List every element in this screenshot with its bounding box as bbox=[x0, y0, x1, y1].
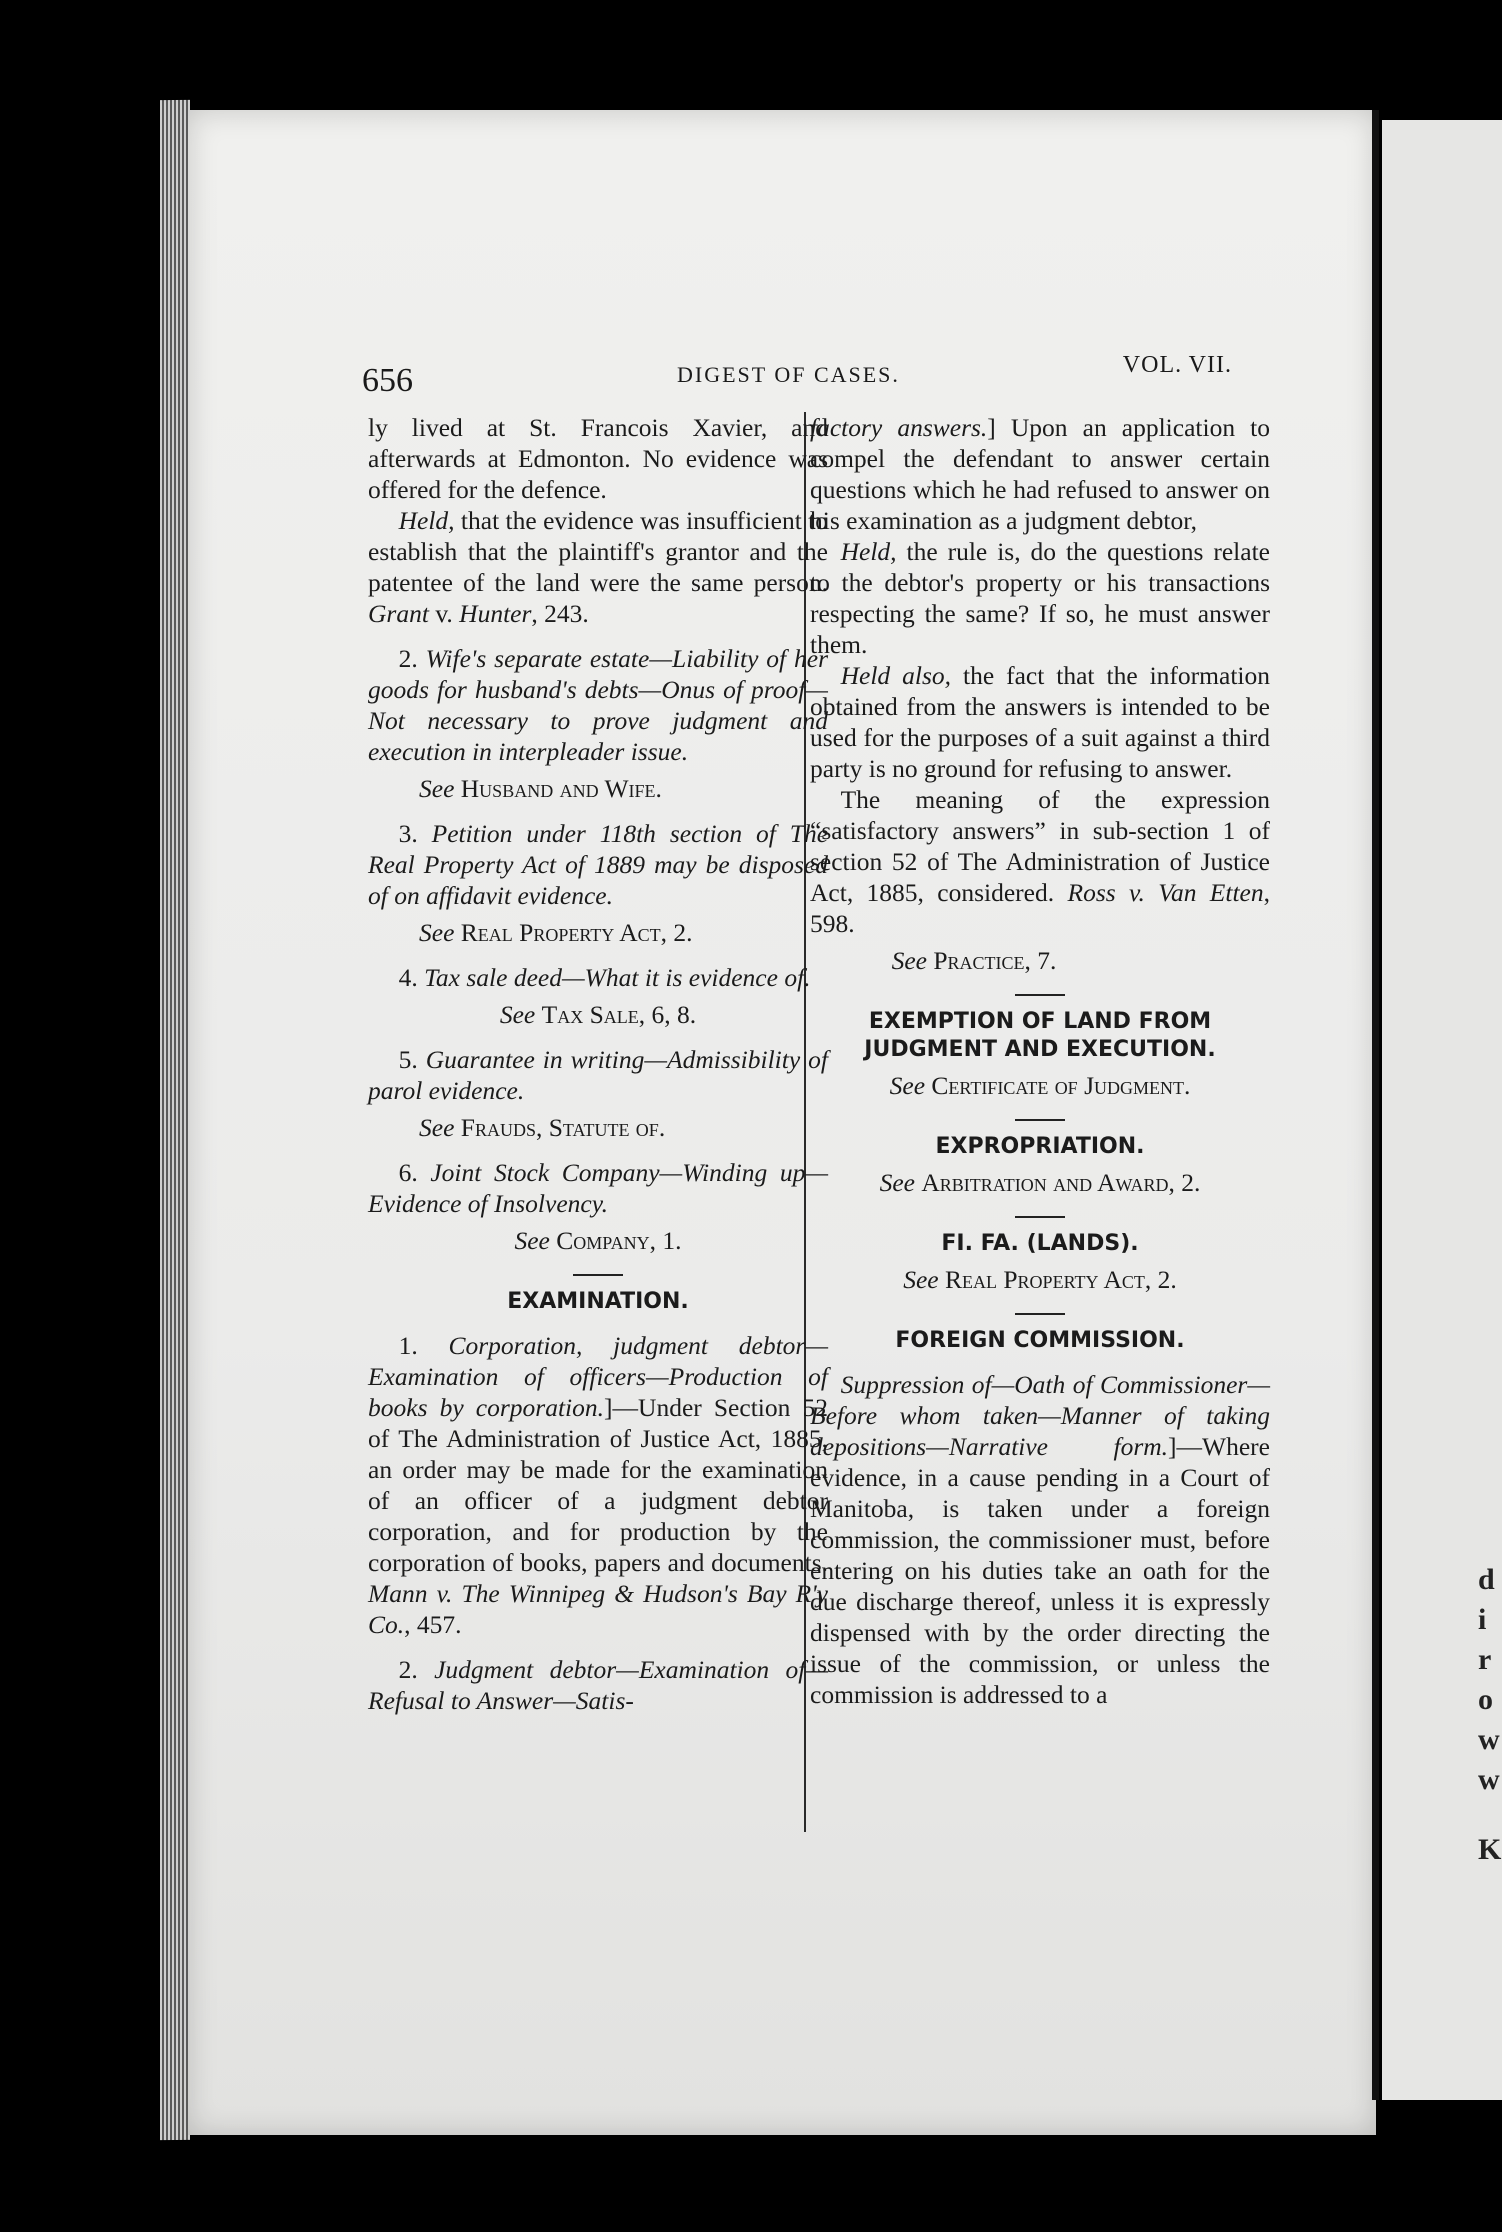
held-label: Held, bbox=[398, 506, 455, 535]
cross-reference bbox=[810, 1264, 1270, 1295]
entry-number: 1. bbox=[398, 1331, 418, 1360]
cross-reference bbox=[368, 917, 828, 948]
held-paragraph bbox=[810, 536, 1270, 660]
entry-head: Suppression of—Oath of Commissioner—Before whom taken—Manner of taking depositions—Narrative form. bbox=[810, 1370, 1270, 1461]
see-word: See bbox=[514, 1226, 550, 1255]
digest-entry bbox=[368, 1330, 828, 1640]
see-word: See bbox=[499, 1000, 536, 1029]
held-also-text: the fact that the information obtained from the answers is intended to be used for the purposes of a suit against a third party is no ground for refusing to answer. bbox=[810, 661, 1270, 783]
digest-entry bbox=[368, 1157, 828, 1219]
digest-entry bbox=[368, 1654, 828, 1716]
entry-text: Tax sale deed—What it is evidence of. bbox=[424, 963, 811, 992]
see-target: Practice, 7. bbox=[933, 946, 1057, 975]
meaning-text: The meaning of the expression “satisfactory answers” in sub-section 1 of section 52 of The Administration of Justice Act, 1885, considered. bbox=[810, 785, 1270, 907]
page-number: 656 bbox=[362, 362, 413, 399]
section-separator bbox=[1015, 1119, 1065, 1121]
section-heading-expropriation: EXPROPRIATION. bbox=[935, 1134, 1145, 1159]
case-page: , 243. bbox=[531, 599, 589, 628]
see-target: Arbitration and Award, 2. bbox=[921, 1168, 1201, 1197]
digest-entry bbox=[810, 1369, 1270, 1710]
section-heading-examination: EXAMINATION. bbox=[507, 1289, 689, 1314]
cross-reference bbox=[368, 773, 828, 804]
cross-reference bbox=[810, 1167, 1270, 1198]
section-heading-foreign-commission: FOREIGN COMMISSION. bbox=[895, 1328, 1185, 1353]
meaning-paragraph bbox=[810, 784, 1270, 939]
digest-entry bbox=[368, 818, 828, 911]
see-target: Tax Sale, 6, 8. bbox=[541, 1000, 697, 1029]
case-citation: Mann v. The Winnipeg & Hudson's Bay R'y Co. bbox=[368, 1579, 828, 1639]
entry-number: 2. bbox=[398, 1655, 418, 1684]
cross-reference bbox=[368, 1225, 828, 1256]
continuation-paragraph: ly lived at St. Francois Xavier, and afterwards at Edmonton. No evidence was offered for the defence. bbox=[368, 413, 828, 504]
page-edges-stack bbox=[160, 100, 190, 2140]
entry-body: ]—Under Section 52 of The Administration of Justice Act, 1885, an order may be made for the examination of an officer of a judgment debtor corporation, and for production by the corporation of books, papers and documents. bbox=[368, 1393, 828, 1577]
held-text: that the evidence was insufficient to establish that the plaintiff's grantor and the patentee of the land were the same person. bbox=[368, 506, 828, 597]
see-word: See bbox=[903, 1265, 939, 1294]
right-column bbox=[810, 412, 1270, 1710]
case-citation: Ross v. Van Etten bbox=[1067, 878, 1264, 907]
entry-head: Corporation, judgment debtor—Examination of officers—Production of books by corporation. bbox=[368, 1331, 829, 1422]
case-page: , 598. bbox=[810, 878, 1270, 938]
facing-letter: d bbox=[1478, 1563, 1495, 1596]
entry-body: ]—Where evidence, in a cause pending in a Court of Manitoba, is taken under a foreign commission, the commissioner must, before entering on his duties take an oath for the due discharge thereof, unless it is expressly dispensed with by the order directing the issue of the commission, or unless the commission is addressed to a bbox=[810, 1432, 1270, 1709]
held-text: the rule is, do the questions relate to the debtor's property or his transactions respecting the same? If so, he must answer them. bbox=[810, 537, 1270, 659]
entry-continuation bbox=[810, 412, 1270, 536]
held-also-label: Held also, bbox=[840, 661, 952, 690]
entry-number: 2. bbox=[398, 644, 418, 673]
entry-text: Petition under 118th section of The Real Property Act of 1889 may be disposed of on affidavit evidence. bbox=[368, 819, 829, 910]
running-title: DIGEST OF CASES. bbox=[677, 362, 900, 387]
case-page: , 457. bbox=[404, 1610, 462, 1639]
cross-reference bbox=[810, 945, 1270, 976]
section-separator bbox=[1015, 1313, 1065, 1315]
facing-letter: i bbox=[1478, 1603, 1487, 1636]
facing-letter: o bbox=[1478, 1683, 1493, 1716]
see-target: Real Property Act, 2. bbox=[460, 918, 693, 947]
case-party-b: Hunter bbox=[459, 599, 532, 628]
section-separator bbox=[1015, 1216, 1065, 1218]
held-also-paragraph bbox=[810, 660, 1270, 784]
see-target: Husband and Wife. bbox=[460, 774, 662, 803]
facing-letter: w bbox=[1478, 1723, 1500, 1756]
entry-head: Judgment debtor—Examination of—Refusal to Answer—Satis- bbox=[368, 1655, 828, 1715]
see-word: See bbox=[419, 774, 455, 803]
facing-page-letters bbox=[1478, 1560, 1502, 1870]
entry-number: 4. bbox=[398, 963, 418, 992]
see-target: Certificate of Judgment. bbox=[931, 1071, 1191, 1100]
section-separator bbox=[1015, 994, 1065, 996]
see-word: See bbox=[879, 1168, 915, 1197]
facing-letter: w bbox=[1478, 1763, 1500, 1796]
see-target: Company, 1. bbox=[556, 1226, 682, 1255]
entry-body: ] Upon an application to compel the defendant to answer certain questions which he had refused to answer on his examination as a judgment debtor, bbox=[810, 413, 1270, 535]
section-heading-exemption: EXEMPTION OF LAND FROM JUDGMENT AND EXECUTION. bbox=[864, 1009, 1216, 1062]
case-v: v. bbox=[428, 599, 460, 628]
entry-text: Guarantee in writing—Admissibility of parol evidence. bbox=[368, 1045, 829, 1105]
see-word: See bbox=[419, 1113, 455, 1142]
cross-reference bbox=[368, 999, 828, 1030]
digest-entry bbox=[368, 1044, 828, 1106]
see-target: Real Property Act, 2. bbox=[945, 1265, 1177, 1294]
left-column bbox=[368, 412, 828, 1716]
digest-entry bbox=[368, 643, 828, 767]
held-paragraph bbox=[368, 505, 828, 629]
entry-text: Wife's separate estate—Liability of her goods for husband's debts—Onus of proof—Not necessary to prove judgment and execution in interpleader issue. bbox=[368, 644, 829, 766]
see-word: See bbox=[889, 1071, 926, 1100]
entry-number: 6. bbox=[398, 1158, 418, 1187]
volume-label: VOL. VII. bbox=[1122, 352, 1232, 378]
entry-head: factory answers. bbox=[810, 413, 988, 442]
entry-number: 3. bbox=[398, 819, 418, 848]
section-heading-fifa: FI. FA. (LANDS). bbox=[941, 1231, 1139, 1256]
cross-reference bbox=[368, 1112, 828, 1143]
book-spine bbox=[1372, 110, 1379, 2100]
facing-letter: K bbox=[1478, 1833, 1502, 1866]
entry-text: Joint Stock Company—Winding up—Evidence of Insolvency. bbox=[368, 1158, 828, 1218]
held-label: Held, bbox=[840, 537, 897, 566]
facing-letter: r bbox=[1478, 1643, 1492, 1676]
see-word: See bbox=[419, 918, 455, 947]
section-separator bbox=[573, 1274, 623, 1276]
digest-entry bbox=[368, 962, 828, 993]
see-word: See bbox=[891, 946, 927, 975]
entry-number: 5. bbox=[398, 1045, 418, 1074]
see-target: Frauds, Statute of. bbox=[460, 1113, 666, 1142]
page-header bbox=[362, 352, 1242, 402]
cross-reference bbox=[810, 1070, 1270, 1101]
case-party-a: Grant bbox=[368, 599, 429, 628]
